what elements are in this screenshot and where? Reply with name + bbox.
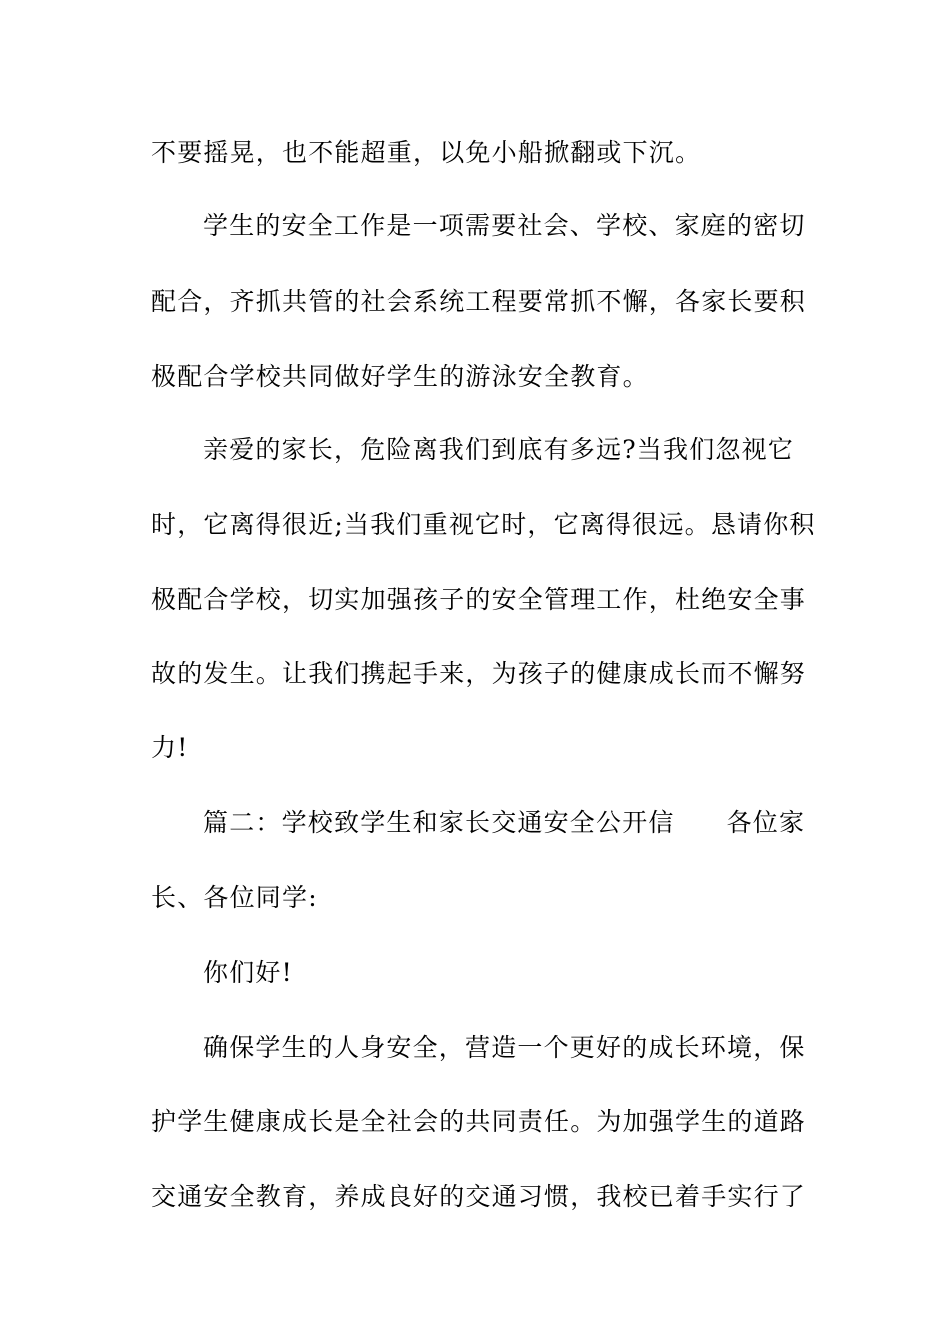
text-line: 时，它离得很近;当我们重视它时，它离得很远。恳请你积	[151, 510, 816, 539]
text-line: 护学生健康成长是全社会的共同责任。为加强学生的道路	[151, 1107, 807, 1136]
text-line: 不要摇晃，也不能超重，以免小船掀翻或下沉。	[151, 138, 702, 167]
text-line: 极配合学校，切实加强孩子的安全管理工作，杜绝安全事	[151, 585, 807, 614]
text-line: 极配合学校共同做好学生的游泳安全教育。	[151, 362, 649, 391]
paragraph-first-line: 确保学生的人身安全，营造一个更好的成长环境，保	[203, 1033, 806, 1062]
section-heading: 篇二：学校致学生和家长交通安全公开信	[203, 808, 675, 837]
paragraph-first-line: 学生的安全工作是一项需要社会、学校、家庭的密切	[203, 211, 806, 240]
section-heading-line	[203, 807, 805, 839]
paragraph-first-line: 亲爱的家长，危险离我们到底有多远?当我们忽视它	[203, 435, 795, 464]
greeting-line: 你们好!	[203, 958, 293, 987]
text-line: 故的发生。让我们携起手来，为孩子的健康成长而不懈努	[151, 659, 807, 688]
text-line: 配合，齐抓共管的社会系统工程要常抓不懈，各家长要积	[151, 287, 807, 316]
text-line: 力!	[151, 733, 189, 762]
salutation-line: 长、各位同学:	[151, 883, 318, 912]
text-line: 交通安全教育，养成良好的交通习惯，我校已着手实行了	[151, 1182, 807, 1211]
salutation-start: 各位家	[726, 808, 806, 837]
